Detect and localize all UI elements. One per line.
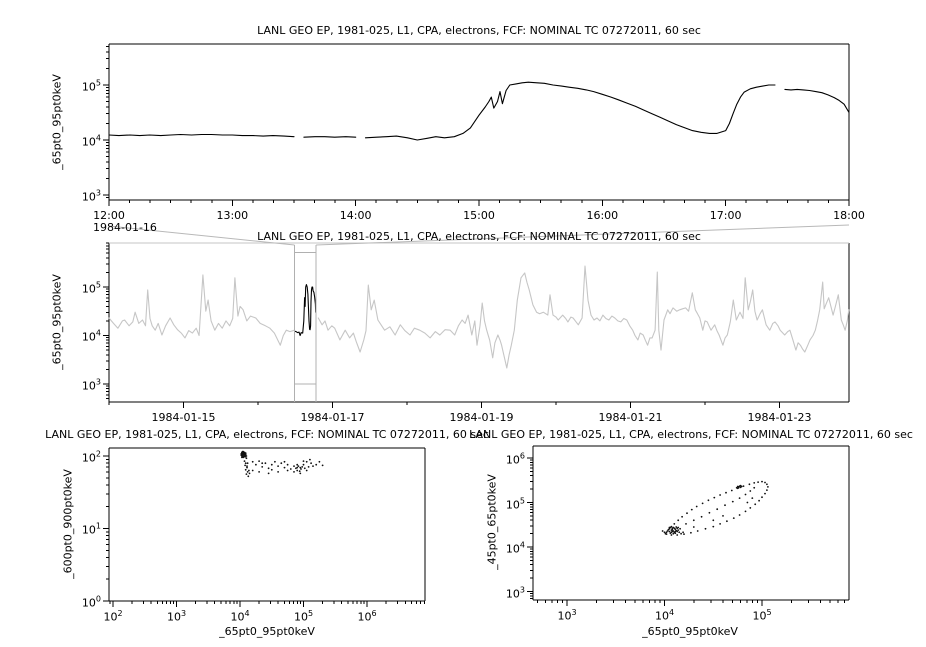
scatter_right-data-point xyxy=(733,517,735,519)
scatter_left-data-point xyxy=(245,462,247,464)
scatter-left-title: LANL GEO EP, 1981-025, L1, CPA, electrons, FCF: NOMINAL TC 07272011, 60 sec xyxy=(45,428,489,441)
scatter_right-data-point xyxy=(671,529,673,531)
scatter_right-data-point xyxy=(671,534,673,536)
scatter_left-data-point xyxy=(261,466,263,468)
scatter_left-data-point xyxy=(241,457,243,459)
scatter_left-data-point xyxy=(306,470,308,472)
scatter_right-data-point xyxy=(719,494,721,496)
overview-plot-title: LANL GEO EP, 1981-025, L1, CPA, electrons, FCF: NOMINAL TC 07272011, 60 sec xyxy=(257,230,701,243)
overview-x-tick-label: 1984-01-23 xyxy=(747,411,812,424)
scatter_right-data-point xyxy=(726,520,728,522)
scatter_right-data-point xyxy=(747,502,749,504)
scatter_left-data-point xyxy=(243,453,245,455)
scatter_right-data-point xyxy=(719,523,721,525)
top-x-tick-label: 16:00 xyxy=(586,209,619,222)
scatter_left-data-point xyxy=(309,459,311,461)
scatter_left-x-tick-label: $10^5$ xyxy=(293,609,314,624)
scatter-right-x-axis-label: _65pt0_95pt0keV xyxy=(642,625,738,638)
overview-plot-y-axis-label: _65pt0_95pt0keV xyxy=(50,274,64,370)
overview-plot-area[interactable] xyxy=(109,243,849,402)
scatter_right-data-point xyxy=(673,527,675,529)
scatter_right-data-point xyxy=(731,490,733,492)
scatter_left-data-point xyxy=(303,464,305,466)
scatter_left-data-point xyxy=(312,465,314,467)
scatter_left-x-tick-label: $10^2$ xyxy=(103,609,123,624)
scatter_right-data-point xyxy=(671,526,673,528)
scatter_right-data-point xyxy=(674,532,676,534)
scatter_right-data-point xyxy=(739,514,741,516)
scatter_right-data-point xyxy=(691,509,693,511)
scatter_right-x-tick-label: $10^3$ xyxy=(557,608,577,623)
overview-x-tick-label: 1984-01-19 xyxy=(449,411,514,424)
scatter_left-plot-area[interactable] xyxy=(109,448,425,601)
scatter_right-data-point xyxy=(743,485,745,487)
scatter_right-data-point xyxy=(666,533,668,535)
scatter_left-data-point xyxy=(293,471,295,473)
scatter_right-data-point xyxy=(673,523,675,525)
scatter_right-data-point xyxy=(761,481,763,483)
scatter_left-data-point xyxy=(252,470,254,472)
scatter_left-data-point xyxy=(277,465,279,467)
scatter_right-data-point xyxy=(683,533,685,535)
scatter_right-data-point xyxy=(675,526,677,528)
top-x-tick-label: 13:00 xyxy=(216,209,249,222)
scatter_right-data-point xyxy=(693,526,695,528)
scatter_right-data-point xyxy=(680,533,682,535)
scatter_right-data-point xyxy=(676,531,678,533)
top-plot-y-axis-label: _65pt0_95pt0keV xyxy=(50,74,64,170)
scatter_right-data-point xyxy=(753,482,755,484)
scatter_left-data-point xyxy=(240,454,242,456)
scatter_left-data-point xyxy=(299,473,301,475)
top-x-tick-label: 17:00 xyxy=(709,209,742,222)
scatter_left-data-point xyxy=(268,467,270,469)
scatter_right-data-point xyxy=(716,508,718,510)
scatter-left-x-axis-label: _65pt0_95pt0keV xyxy=(219,625,315,638)
scatter_left-data-point xyxy=(265,462,267,464)
scatter_right-data-point xyxy=(766,483,768,485)
scatter_right-y-tick-label: $10^6$ xyxy=(505,451,525,467)
top-x-tick-label: 14:00 xyxy=(339,209,372,222)
scatter_right-data-point xyxy=(740,485,742,487)
scatter_right-data-point xyxy=(761,496,763,498)
scatter_right-data-point xyxy=(685,523,687,525)
scatter_right-data-point xyxy=(712,519,714,521)
top-x-tick-label: 18:00 xyxy=(833,209,865,222)
scatter_right-data-point xyxy=(725,492,727,494)
scatter_left-data-point xyxy=(293,465,295,467)
scatter_left-data-point xyxy=(249,473,251,475)
top-x-tick-label: 15:00 xyxy=(463,209,495,222)
overview-x-tick-label: 1984-01-21 xyxy=(598,411,663,424)
scatter_right-data-point xyxy=(709,512,711,514)
scatter_right-y-tick-label: $10^3$ xyxy=(505,585,525,600)
scatter_right-x-tick-label: $10^5$ xyxy=(752,608,772,623)
scatter_right-y-tick-label: $10^5$ xyxy=(505,496,525,511)
scatter-right-title: LANL GEO EP, 1981-025, L1, CPA, electrons, FCF: NOMINAL TC 07272011, 60 sec xyxy=(469,428,913,441)
scatter_left-data-point xyxy=(306,461,308,463)
scatter_right-data-point xyxy=(701,516,703,518)
scatter_left-data-point xyxy=(322,465,324,467)
scatter_right-data-point xyxy=(713,497,715,499)
scatter_right-data-point xyxy=(754,503,756,505)
scatter_right-data-point xyxy=(669,527,671,529)
scatter_right-data-point xyxy=(671,531,673,533)
scatter_right-data-point xyxy=(682,531,684,533)
scatter_right-data-point xyxy=(686,512,688,514)
scatter_left-data-point xyxy=(274,461,276,463)
scatter_right-data-point xyxy=(745,494,747,496)
overview-y-tick-label: $10^4$ xyxy=(81,329,101,344)
scatter_left-data-point xyxy=(261,462,263,464)
scatter_left-data-point xyxy=(246,455,248,457)
scatter_left-data-point xyxy=(303,460,305,462)
scatter_left-data-point xyxy=(258,471,260,473)
scatter_left-data-point xyxy=(246,473,248,475)
scatter_right-data-point xyxy=(749,507,751,509)
scatter_right-data-point xyxy=(693,519,695,521)
scatter_left-data-point xyxy=(246,465,248,467)
scatter_right-data-point xyxy=(678,531,680,533)
scatter_right-data-point xyxy=(662,530,664,532)
scatter_left-x-tick-label: $10^3$ xyxy=(166,609,187,624)
scatter_right-data-point xyxy=(705,528,707,530)
scatter_right-data-point xyxy=(764,493,766,495)
overview-y-tick-label: $10^5$ xyxy=(81,280,101,296)
scatter_right-data-point xyxy=(749,483,751,485)
scatter_left-data-point xyxy=(284,467,286,469)
scatter_right-data-point xyxy=(722,515,724,517)
scatter_left-data-point xyxy=(310,462,312,464)
scatter_right-data-point xyxy=(757,481,759,483)
scatter_left-data-point xyxy=(290,468,292,470)
scatter_right-data-point xyxy=(677,519,679,521)
scatter_left-data-point xyxy=(247,475,249,477)
scatter_left-x-tick-label: $10^4$ xyxy=(230,609,250,624)
scatter_left-data-point xyxy=(299,470,301,472)
scatter_left-data-point xyxy=(296,470,298,472)
scatter_left-y-tick-label: $10^1$ xyxy=(81,522,101,537)
scatter_left-data-point xyxy=(304,467,306,469)
scatter_right-data-point xyxy=(758,500,760,502)
scatter_left-data-point xyxy=(252,461,254,463)
top-x-tick-label: 12:00 xyxy=(93,209,125,222)
scatter_left-data-point xyxy=(296,467,298,469)
scatter_right-x-tick-label: $10^4$ xyxy=(654,608,675,623)
scatter_right-data-point xyxy=(712,526,714,528)
scatter_right-data-point xyxy=(753,487,755,489)
scatter_right-data-point xyxy=(745,511,747,513)
scatter_right-data-point xyxy=(676,534,678,536)
scatter_left-data-point xyxy=(271,464,273,466)
scatter_right-plot-area[interactable] xyxy=(533,446,849,600)
top-plot-date-label: 1984-01-16 xyxy=(93,221,157,234)
scatter_left-data-point xyxy=(258,460,260,462)
scatter_left-data-point xyxy=(247,462,249,464)
scatter_left-data-point xyxy=(246,457,248,459)
overview-y-tick-label: $10^3$ xyxy=(81,377,101,393)
scatter_left-data-point xyxy=(296,464,298,466)
scatter_right-data-point xyxy=(679,528,681,530)
scatter_left-data-point xyxy=(248,470,250,472)
scatter_right-data-point xyxy=(749,490,751,492)
scatter_left-x-tick-label: $10^6$ xyxy=(357,609,377,624)
scatter_right-data-point xyxy=(724,504,726,506)
scatter_left-y-tick-label: $10^2$ xyxy=(81,449,101,465)
scatter_left-data-point xyxy=(268,473,270,475)
scatter_left-data-point xyxy=(245,452,247,454)
scatter_right-data-point xyxy=(708,499,710,501)
scatter_right-data-point xyxy=(766,489,768,491)
scatter_left-data-point xyxy=(301,466,303,468)
scatter_right-data-point xyxy=(697,530,699,532)
scatter_right-data-point xyxy=(767,486,769,488)
scatter_left-data-point xyxy=(319,461,321,463)
scatter_right-data-point xyxy=(669,531,671,533)
scatter_left-data-point xyxy=(247,471,249,473)
scatter_right-data-point xyxy=(672,533,674,535)
scatter_right-y-tick-label: $10^4$ xyxy=(505,540,525,556)
top-y-tick-label: $10^3$ xyxy=(81,188,101,204)
overview-x-tick-label: 1984-01-17 xyxy=(300,411,365,424)
scatter_left-data-point xyxy=(308,466,310,468)
overview-x-tick-label: 1984-01-15 xyxy=(151,411,216,424)
scatter_left-data-point xyxy=(287,470,289,472)
scatter_right-data-point xyxy=(702,503,704,505)
top-plot-title: LANL GEO EP, 1981-025, L1, CPA, electrons, FCF: NOMINAL TC 07272011, 60 sec xyxy=(257,24,701,37)
scatter_left-data-point xyxy=(284,461,286,463)
scatter_left-data-point xyxy=(287,464,289,466)
scatter_left-data-point xyxy=(245,469,247,471)
top-y-tick-label: $10^4$ xyxy=(81,133,101,149)
scatter_left-data-point xyxy=(300,468,302,470)
scatter_left-data-point xyxy=(271,469,273,471)
scatter_right-data-point xyxy=(696,506,698,508)
top-plot-area[interactable] xyxy=(109,44,849,200)
scatter_right-data-point xyxy=(690,532,692,534)
scatter_right-data-point xyxy=(674,531,676,533)
scatter_left-data-point xyxy=(244,460,246,462)
scatter_right-data-point xyxy=(739,497,741,499)
scatter-left-y-axis-label: _600pt0_900pt0keV xyxy=(61,469,75,579)
scatter-right-y-axis-label: _45pt0_65pt0keV xyxy=(485,474,499,570)
scatter_left-data-point xyxy=(298,465,300,467)
scatter_right-data-point xyxy=(732,501,734,503)
scatter_left-data-point xyxy=(255,464,257,466)
scatter_left-data-point xyxy=(280,462,282,464)
top-y-tick-label: $10^5$ xyxy=(81,78,101,94)
scatter_left-y-tick-label: $10^0$ xyxy=(81,594,101,610)
scatter_right-data-point xyxy=(681,516,683,518)
scatter_right-data-point xyxy=(764,482,766,484)
scatter_left-data-point xyxy=(277,471,279,473)
scatter_right-data-point xyxy=(751,497,753,499)
scatter_left-data-point xyxy=(315,464,317,466)
scatter_left-data-point xyxy=(244,465,246,467)
scatter_right-data-point xyxy=(738,487,740,489)
scatter_right-data-point xyxy=(677,527,679,529)
